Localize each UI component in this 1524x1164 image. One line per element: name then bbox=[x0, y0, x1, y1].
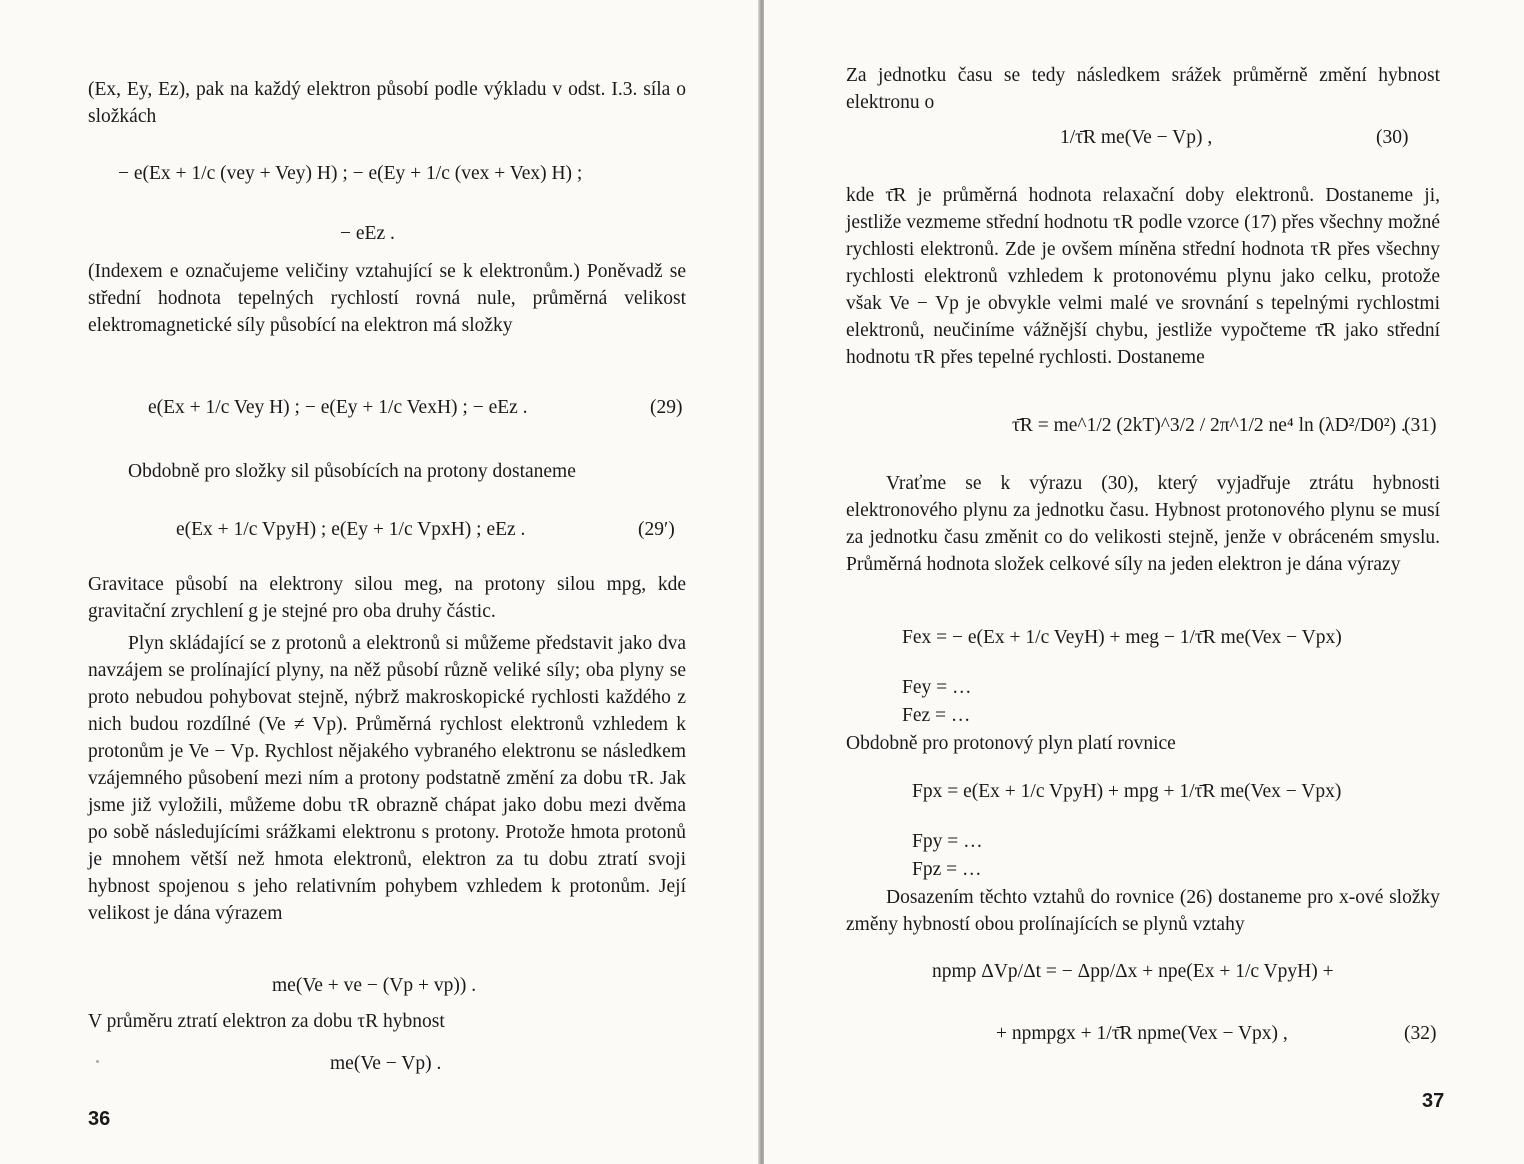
right-paragraph-5: Dosazením těchto vztahů do rovnice (26) dostaneme pro x-ové složky změny hybností obou prolínajících se plynů vztahy bbox=[846, 887, 1440, 935]
paper-speck bbox=[96, 1060, 99, 1063]
right-page bbox=[764, 0, 1524, 1164]
right-paragraph-3: Vraťme se k výrazu (30), který vyjadřuje ztrátu hybnosti elektronového plynu za jednotku času. Hybnost protonového plynu se musí za jednotku času změnit co do velikosti stejně, jenže v obráceném smyslu. Průměrná hodnota složek celkové síly na jeden elektron je dána výrazy bbox=[846, 473, 1440, 575]
left-paragraph-5: Plyn skládající se z protonů a elektronů si můžeme představit jako dva navzájem se prolínající plyny, na něž působí různě veliké síly; oba plyny se proto nebudou pohybovat stejně, nýbrž makroskopické rychlosti každého z nich budou rozdílné (Ve ≠ Vp). Průměrná rychlost elektronů vzhledem k protonům je Ve − Vp. Rychlost nějakého vybraného elektronu se následkem vzájemného působení mezi ním a protony podstatně změní za dobu τR. Jak jsme již vyložili, můžeme dobu τR obrazně chápat jako dobu mezi dvěma po sobě následujícími srážkami elektronu s protony. Protože hmota protonů je mnohem větší než hmota elektronů, elektron za tu dobu ztratí svoji hybnost spojenou s jeho relativním pohybem vzhledem k protonům. Její velikost je dána výrazem bbox=[88, 633, 686, 924]
right-paragraph-1: Za jednotku času se tedy následkem srážek průměrně změní hybnost elektronu o bbox=[846, 65, 1440, 113]
right-paragraph-2: kde τ̄R je průměrná hodnota relaxační doby elektronů. Dostaneme ji, jestliže vezmeme střední hodnotu τR podle vzorce (17) přes všechny možné rychlosti elektronů. Zde je ovšem míněna střední hodnota τR přes všechny rychlosti elektronů vzhledem k protonovému plynu jako celku, protože však Ve − Vp je obvykle velmi malé ve srovnání s tepelnými rychlostmi elektronů, neučiníme vážnější chybu, jestliže vypočteme τ̄R jako střední hodnotu τR přes tepelné rychlosti. Dostaneme bbox=[846, 185, 1440, 368]
left-paragraph-1: (Ex, Ey, Ez), pak na každý elektron působí podle výkladu v odst. I.3. síla o složkách bbox=[88, 79, 686, 127]
equation-Fpy: Fpy = … bbox=[912, 831, 983, 852]
equation-29: e(Ex + 1/c Vey H) ; − e(Ey + 1/c VexH) ; − eEz . bbox=[148, 397, 528, 418]
equation-30: 1/τ̄R me(Ve − Vp) , bbox=[1060, 127, 1213, 148]
equation-mean-momentum: me(Ve − Vp) . bbox=[330, 1053, 442, 1074]
equation-momentum: me(Ve + ve − (Vp + vp)) . bbox=[272, 975, 477, 996]
left-paragraph-6: V průměru ztratí elektron za dobu τR hybnost bbox=[88, 1011, 445, 1032]
equation-29-prime-number: (29′) bbox=[638, 519, 675, 540]
equation-force-components: − e(Ex + 1/c (vey + Vey) H) ; − e(Ey + 1/c (vex + Vex) H) ; bbox=[118, 163, 583, 184]
equation-32-number: (32) bbox=[1404, 1023, 1437, 1044]
equation-Fpx: Fpx = e(Ex + 1/c VpyH) + mpg + 1/τ̄R me(Vex − Vpx) bbox=[912, 781, 1342, 802]
right-page-number: 37 bbox=[1422, 1090, 1445, 1112]
left-paragraph-2: (Indexem e označujeme veličiny vztahující se k elektronům.) Poněvadž se střední hodnota tepelných rychlostí rovná nule, průměrná velikost elektromagnetické síly působící na elektron má složky bbox=[88, 261, 686, 336]
equation-Fey: Fey = … bbox=[902, 677, 972, 698]
left-paragraph-3: Obdobně pro složky sil působících na protony dostaneme bbox=[128, 461, 576, 482]
equation-Fpz: Fpz = … bbox=[912, 859, 982, 880]
equation-32-line-1: npmp ΔVp/Δt = − Δpp/Δx + npe(Ex + 1/c VpyH) + bbox=[932, 961, 1334, 982]
equation-31: τ̄R = me^1/2 (2kT)^3/2 / 2π^1/2 ne⁴ ln (λD²/D0²) . bbox=[1012, 415, 1406, 436]
equation-force-z: − eEz . bbox=[340, 223, 395, 244]
equation-30-number: (30) bbox=[1376, 127, 1409, 148]
equation-29-number: (29) bbox=[650, 397, 683, 418]
equation-Fez: Fez = … bbox=[902, 705, 971, 726]
equation-29-prime: e(Ex + 1/c VpyH) ; e(Ey + 1/c VpxH) ; eEz . bbox=[176, 519, 526, 540]
equation-32-line-2: + npmpgx + 1/τ̄R npme(Vex − Vpx) , bbox=[996, 1023, 1288, 1044]
left-page-number: 36 bbox=[88, 1108, 111, 1130]
left-page bbox=[0, 0, 760, 1164]
right-paragraph-4: Obdobně pro protonový plyn platí rovnice bbox=[846, 733, 1176, 754]
left-paragraph-4: Gravitace působí na elektrony silou meg, na protony silou mpg, kde gravitační zrychlení g je stejné pro oba druhy částic. bbox=[88, 574, 686, 622]
equation-Fex: Fex = − e(Ex + 1/c VeyH) + meg − 1/τ̄R me(Vex − Vpx) bbox=[902, 627, 1342, 648]
equation-31-number: (31) bbox=[1404, 415, 1437, 436]
